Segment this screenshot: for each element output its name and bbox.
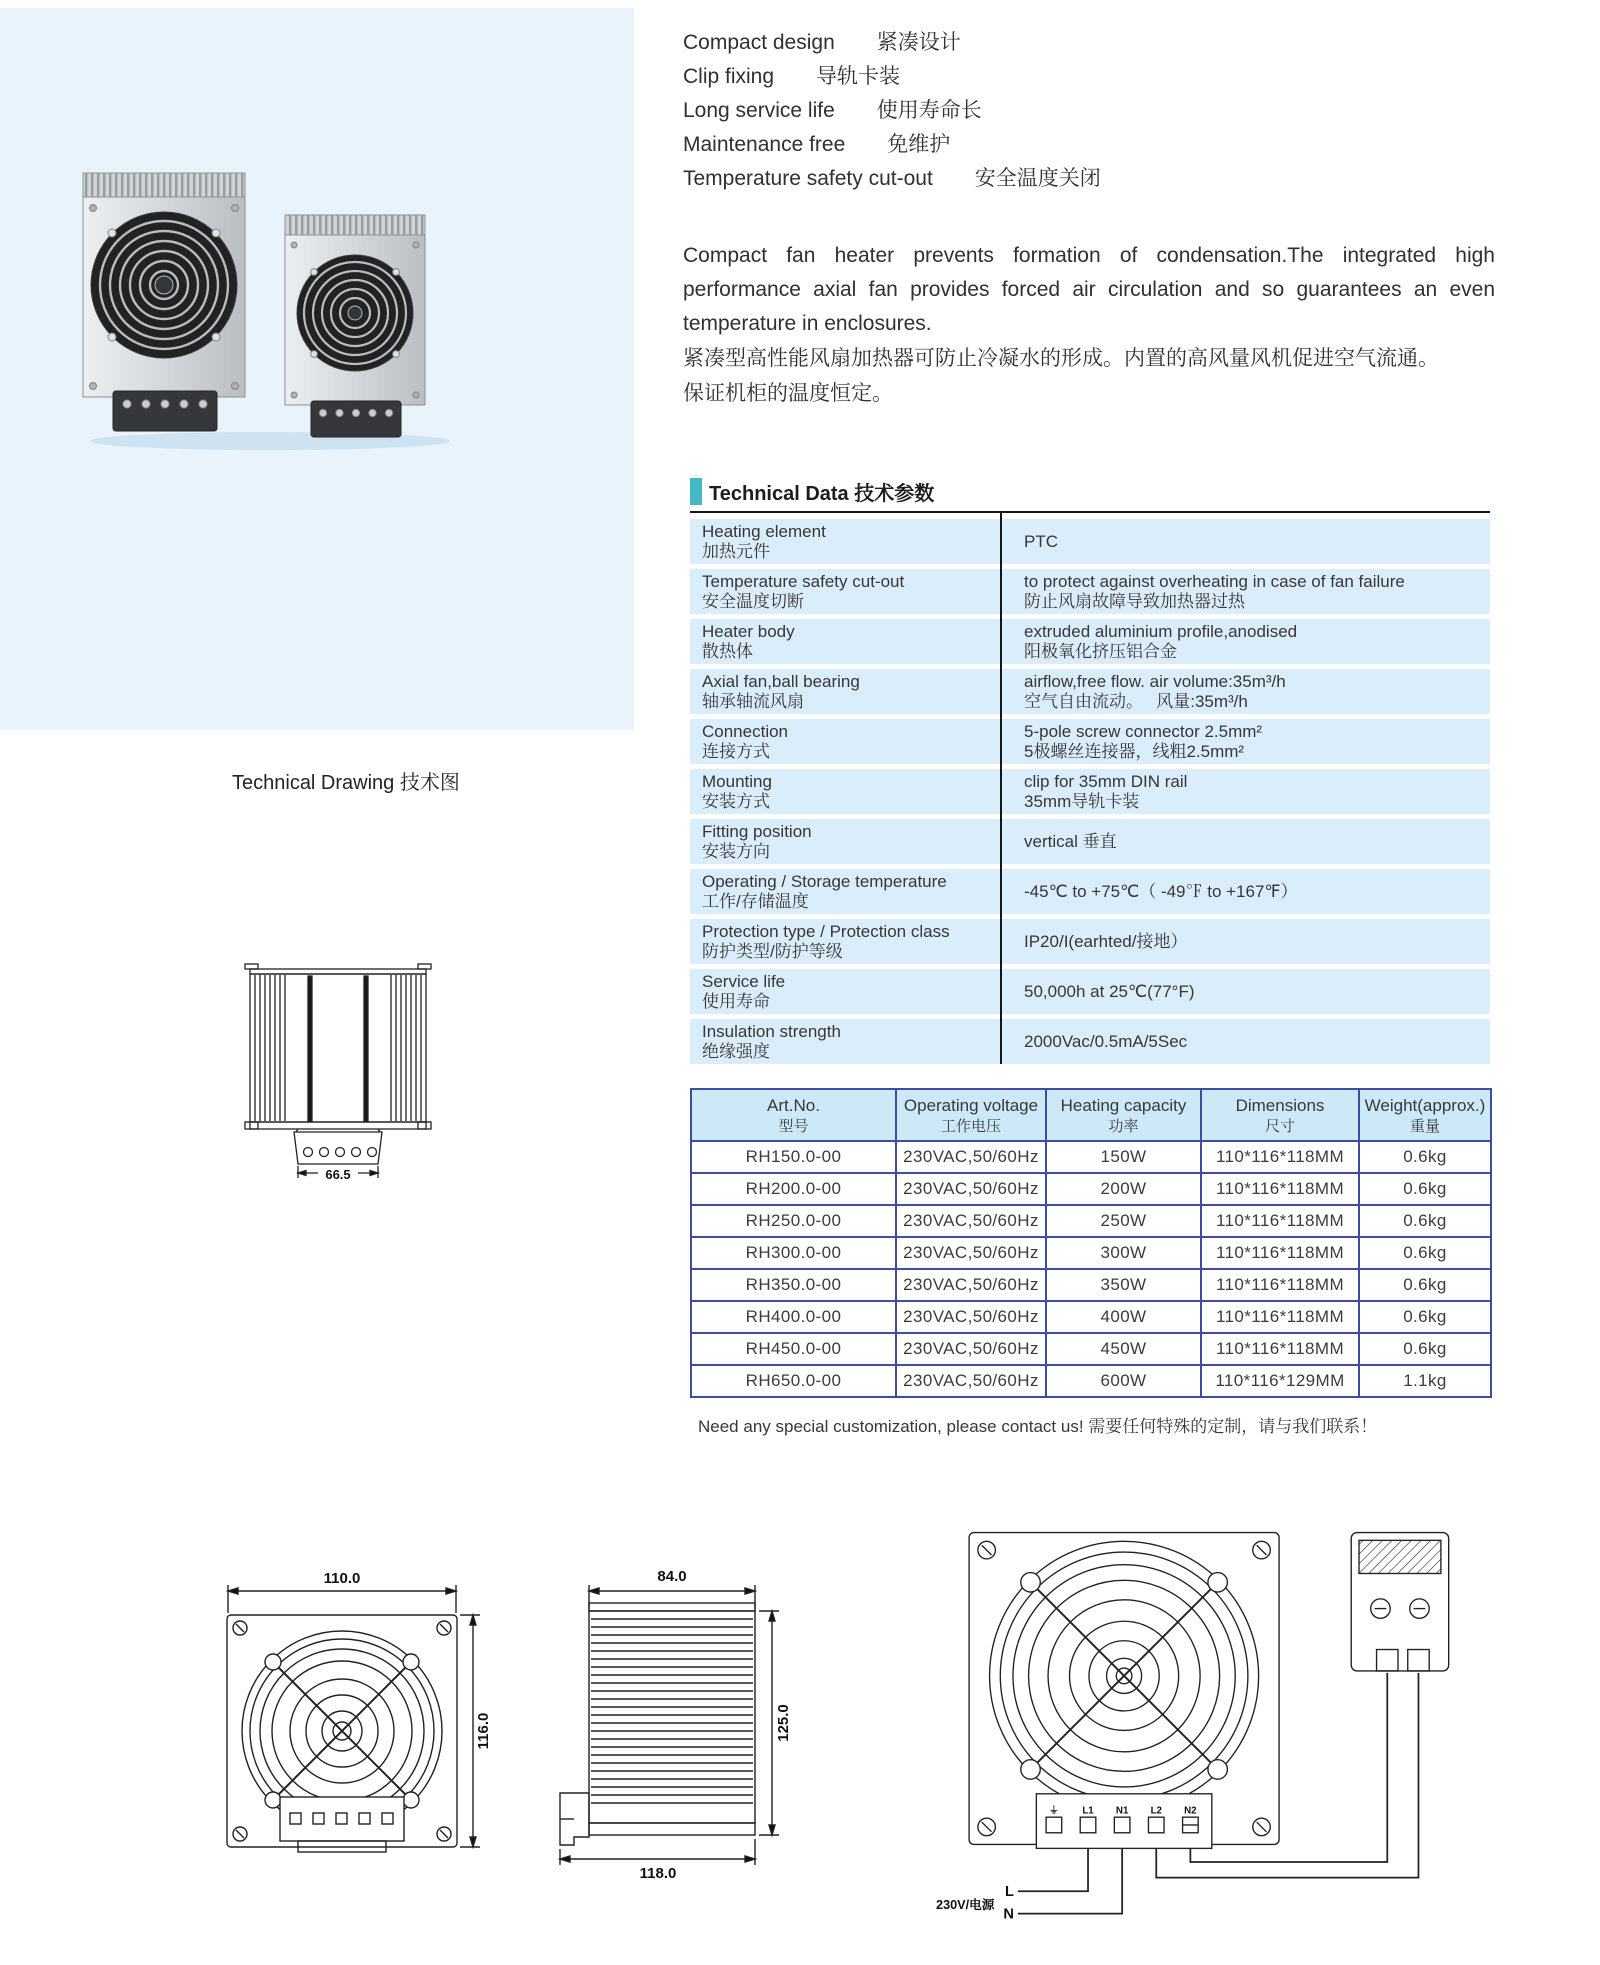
feature-zh: 免维护 [887, 133, 951, 156]
line-n-label: N [1003, 1906, 1014, 1923]
rear-view-drawing [240, 960, 436, 1184]
wiring-diagram [893, 1515, 1478, 1940]
feature-zh: 使用寿命长 [876, 99, 982, 122]
spec-value: extruded aluminium profile,anodised 阳极氧化挤压铝合金 [1000, 619, 1490, 664]
spec-label: Insulation strength 绝缘强度 [690, 1019, 1000, 1064]
fan-hub [155, 276, 173, 294]
left-fins [255, 975, 285, 1121]
description-zh-line: 保证机柜的温度恒定。 [683, 382, 893, 405]
table-row [691, 1237, 1491, 1269]
column-header: Dimensions 尺寸 [1201, 1089, 1359, 1141]
front-view-drawing [192, 1545, 492, 1855]
spec-label: Protection type / Protection class 防护类型/防护等级 [690, 919, 1000, 964]
capacity: 200W [1046, 1173, 1201, 1205]
weight: 0.6kg [1359, 1333, 1491, 1365]
dimensions: 110*116*129MM [1201, 1365, 1359, 1397]
column-header: Heating capacity 功率 [1046, 1089, 1201, 1141]
dimensions: 110*116*118MM [1201, 1205, 1359, 1237]
terminal-label: L2 [1150, 1805, 1162, 1817]
spec-label: Temperature safety cut-out 安全温度切断 [690, 569, 1000, 614]
wire-l [1018, 1848, 1088, 1891]
column-header: Operating voltage 工作电压 [896, 1089, 1046, 1141]
weight: 0.6kg [1359, 1205, 1491, 1237]
weight: 0.6kg [1359, 1237, 1491, 1269]
power-supply-label: 230V/电源 [936, 1897, 995, 1912]
fan-heater-small [285, 215, 425, 437]
dimension-label: 118.0 [639, 1865, 677, 1882]
spec-value: clip for 35mm DIN rail 35mm导轨卡装 [1000, 769, 1490, 814]
technical-data-title: Technical Data 技术参数 [709, 482, 935, 505]
feature-en: Maintenance free [683, 133, 846, 156]
bottom-ear [418, 1122, 431, 1129]
table-row [691, 1365, 1491, 1397]
dimensions: 110*116*118MM [1201, 1301, 1359, 1333]
spec-label: Heating element 加热元件 [690, 519, 1000, 564]
terminal-label: L1 [1082, 1805, 1094, 1817]
table-row [691, 1269, 1491, 1301]
feature-zh: 安全温度关闭 [974, 167, 1101, 190]
feature-en: Compact design [683, 31, 835, 54]
heatsink-fins [285, 215, 425, 237]
voltage: 230VAC,50/60Hz [896, 1141, 1046, 1173]
fan-hub [348, 306, 362, 320]
terminal-label: N1 [1115, 1805, 1129, 1817]
voltage: 230VAC,50/60Hz [896, 1237, 1046, 1269]
spec-value: PTC [1000, 519, 1490, 564]
base-plate [589, 1823, 755, 1835]
din-clip [560, 1793, 589, 1845]
thermostat [1351, 1533, 1448, 1671]
table-row [691, 1205, 1491, 1237]
column-divider [1000, 513, 1002, 1064]
spec-value: 5-pole screw connector 2.5mm² 5极螺丝连接器，线粗2.5mm² [1000, 719, 1490, 764]
art-no: RH300.0-00 [691, 1237, 896, 1269]
table-row [690, 819, 1490, 864]
table-row [690, 519, 1490, 564]
feature-en: Long service life [683, 99, 835, 122]
dimension-label: 116.0 [475, 1712, 492, 1750]
capacity: 350W [1046, 1269, 1201, 1301]
art-no: RH250.0-00 [691, 1205, 896, 1237]
spec-value: IP20/I(earhted/接地） [1000, 919, 1490, 964]
table-row [690, 919, 1490, 964]
heatsink-fins [591, 1619, 753, 1803]
table-row [690, 969, 1490, 1014]
capacity: 300W [1046, 1237, 1201, 1269]
dimension-110 [228, 1585, 456, 1613]
dimension-label: 125.0 [775, 1704, 792, 1742]
feature-item [683, 94, 1101, 128]
spec-label: Service life 使用寿命 [690, 969, 1000, 1014]
spec-label: Axial fan,ball bearing 轴承轴流风扇 [690, 669, 1000, 714]
voltage: 230VAC,50/60Hz [896, 1173, 1046, 1205]
voltage: 230VAC,50/60Hz [896, 1301, 1046, 1333]
terminal-block [113, 391, 217, 431]
spec-value: vertical 垂直 [1000, 819, 1490, 864]
center-bar [364, 976, 368, 1121]
top-ear [418, 964, 431, 969]
thermostat-connector [1408, 1650, 1429, 1671]
feature-en: Clip fixing [683, 65, 775, 88]
feature-item [683, 128, 1101, 162]
wire-n [1018, 1848, 1122, 1913]
weight: 0.6kg [1359, 1141, 1491, 1173]
dimension-84 [589, 1585, 755, 1609]
thermostat-connector [1377, 1650, 1398, 1671]
line-l-label: L [1005, 1884, 1014, 1901]
feature-list [683, 26, 1101, 196]
table-row [691, 1333, 1491, 1365]
center-bar [308, 976, 312, 1121]
spec-value: 2000Vac/0.5mA/5Sec [1000, 1019, 1490, 1064]
terminal-label: N2 [1184, 1805, 1197, 1817]
dimension-label: 66.5 [325, 1167, 351, 1182]
capacity: 450W [1046, 1333, 1201, 1365]
product-photo-panel [0, 8, 634, 730]
right-fins [391, 975, 421, 1121]
dimensions: 110*116*118MM [1201, 1141, 1359, 1173]
voltage: 230VAC,50/60Hz [896, 1205, 1046, 1237]
table-row [691, 1141, 1491, 1173]
grille-braces [273, 1662, 411, 1800]
description-zh [683, 341, 1495, 411]
dimensions: 110*116*118MM [1201, 1237, 1359, 1269]
dimensions: 110*116*118MM [1201, 1173, 1359, 1205]
weight: 0.6kg [1359, 1301, 1491, 1333]
fan-heater-large [83, 173, 245, 431]
dimension-118 [560, 1839, 755, 1865]
product-table [690, 1088, 1492, 1398]
spec-value: airflow,free flow. air volume:35m³/h 空气自由流动。 风量:35m³/h [1000, 669, 1490, 714]
heatsink-fins [83, 173, 245, 199]
art-no: RH650.0-00 [691, 1365, 896, 1397]
dimension-label: 84.0 [657, 1568, 687, 1585]
capacity: 400W [1046, 1301, 1201, 1333]
spec-value: -45℃ to +75℃（ -49℉ to +167℉） [1000, 869, 1490, 914]
technical-data-table [690, 511, 1490, 1064]
accent-bar [690, 478, 702, 505]
weight: 0.6kg [1359, 1269, 1491, 1301]
feature-zh: 导轨卡装 [816, 65, 901, 88]
bottom-cap [250, 1122, 426, 1129]
product-photo [55, 153, 475, 453]
weight: 1.1kg [1359, 1365, 1491, 1397]
spec-label: Connection 连接方式 [690, 719, 1000, 764]
art-no: RH350.0-00 [691, 1269, 896, 1301]
feature-item [683, 162, 1101, 196]
product-description [683, 239, 1495, 411]
table-row [691, 1301, 1491, 1333]
side-view-drawing [532, 1545, 800, 1883]
art-no: RH200.0-00 [691, 1173, 896, 1205]
dimensions: 110*116*118MM [1201, 1269, 1359, 1301]
column-header: Art.No. 型号 [691, 1089, 896, 1141]
top-cap [250, 969, 426, 974]
terminal-label: ⏚ [1049, 1805, 1059, 1817]
spec-label: Operating / Storage temperature 工作/存储温度 [690, 869, 1000, 914]
capacity: 600W [1046, 1365, 1201, 1397]
feature-item [683, 60, 1101, 94]
terminal-screws [304, 1148, 377, 1157]
grille-braces [1030, 1581, 1219, 1770]
weight: 0.6kg [1359, 1173, 1491, 1205]
technical-data-section [690, 476, 1490, 1064]
capacity: 250W [1046, 1205, 1201, 1237]
feature-en: Temperature safety cut-out [683, 167, 933, 190]
table-row [690, 769, 1490, 814]
table-row [690, 619, 1490, 664]
voltage: 230VAC,50/60Hz [896, 1269, 1046, 1301]
table-row [690, 869, 1490, 914]
table-row [690, 669, 1490, 714]
art-no: RH450.0-00 [691, 1333, 896, 1365]
spec-label: Heater body 散热体 [690, 619, 1000, 664]
art-no: RH150.0-00 [691, 1141, 896, 1173]
body-outline [250, 974, 426, 1122]
table-row [691, 1173, 1491, 1205]
dimension-label: 110.0 [323, 1570, 361, 1587]
table-row [690, 719, 1490, 764]
customization-note: Need any special customization, please contact us! 需要任何特殊的定制，请与我们联系！ [698, 1417, 1378, 1436]
art-no: RH400.0-00 [691, 1301, 896, 1333]
technical-drawing-label: Technical Drawing 技术图 [232, 772, 460, 794]
spec-value: to protect against overheating in case of fan failure 防止风扇故障导致加热器过热 [1000, 569, 1490, 614]
thermostat-vent [1359, 1540, 1441, 1573]
description-en: Compact fan heater prevents formation of condensation.The integrated high performance axial fan provides forced air circulation and so guarantees an even temperature in enclosures. [683, 244, 1495, 335]
table-header-row [691, 1089, 1491, 1141]
voltage: 230VAC,50/60Hz [896, 1333, 1046, 1365]
feature-item [683, 26, 1101, 60]
technical-data-header [690, 476, 1490, 506]
spec-label: Fitting position 安装方向 [690, 819, 1000, 864]
column-header: Weight(approx.) 重量 [1359, 1089, 1491, 1141]
feature-zh: 紧凑设计 [876, 31, 961, 54]
table-row [690, 569, 1490, 614]
terminal-block [311, 401, 401, 437]
terminal-block [280, 1797, 404, 1841]
table-row [690, 1019, 1490, 1064]
bottom-ear [245, 1122, 258, 1129]
spec-value: 50,000h at 25℃(77°F) [1000, 969, 1490, 1014]
voltage: 230VAC,50/60Hz [896, 1365, 1046, 1397]
spec-label: Mounting 安装方式 [690, 769, 1000, 814]
description-zh-line: 紧凑型高性能风扇加热器可防止冷凝水的形成。内置的高风量风机促进空气流通。 [683, 347, 1439, 370]
capacity: 150W [1046, 1141, 1201, 1173]
top-ear [245, 964, 258, 969]
terminal-strip [1036, 1794, 1211, 1849]
top-cap [589, 1603, 755, 1611]
dimensions: 110*116*118MM [1201, 1333, 1359, 1365]
